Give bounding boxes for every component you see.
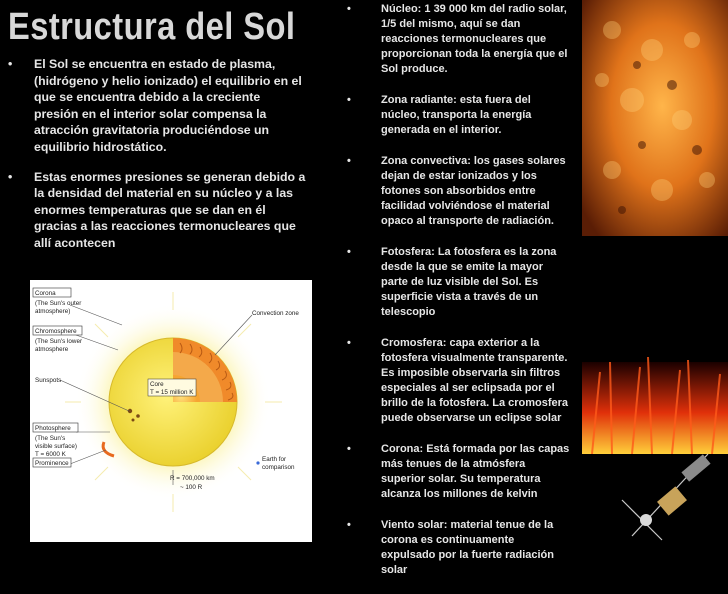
bullet-glyph: •: [347, 443, 351, 455]
chromosphere-desc-1: (The Sun's lower: [35, 338, 83, 345]
bullet-text: Zona radiante: esta fuera del núcleo, transporta la energía generada en el interior.: [381, 94, 532, 136]
spacecraft-panel: [681, 454, 710, 481]
bullet-text: Corona: Está formada por las capas más tenues de la atmósfera superior solar. Su temperatura alcanza los millones de kelvin: [381, 443, 570, 500]
bullet-glyph: •: [8, 169, 13, 184]
solar-granulation-photo: [582, 0, 728, 236]
spacecraft-dish: [640, 514, 652, 526]
bullet-glyph: •: [347, 3, 351, 15]
bullet-glyph: •: [347, 519, 351, 531]
sunspots-label: Sunspots: [35, 377, 62, 384]
right-bullet-fotosfera: [344, 245, 570, 320]
bullet-glyph: •: [8, 57, 13, 71]
prominence-label: Prominence: [35, 460, 69, 467]
right-bullet-nucleo: [344, 2, 570, 77]
photosphere-desc-1: (The Sun's: [35, 435, 66, 442]
bullet-text: Estas enormes presiones se generan debido a la densidad del material en su núcleo y a las enormes temperaturas que se dan en él gracias a las reacciones termonucleares que allí acontecen: [34, 169, 306, 250]
core-label: Core: [150, 381, 164, 388]
earth-label-2: comparison: [262, 464, 295, 471]
solar-probe-spacecraft: [612, 440, 728, 546]
sun-structure-diagram: [30, 280, 312, 542]
photosphere-temp: T = 6000 K: [35, 451, 66, 458]
earth-label-1: Earth for: [262, 456, 287, 463]
left-bullet-2: [8, 169, 308, 252]
sun-diagram-svg: [30, 280, 312, 542]
slide-title: Estructura del Sol: [8, 6, 296, 48]
earth-dot: [256, 461, 259, 464]
bullet-text: El Sol se encuentra en estado de plasma, (hidrógeno y helio ionizado) el equilibrio en el que se encuentra debido a la creciente presión en el interior solar compensa la atracción gravitatoria produciéndose un equilibrio hidrostático.: [34, 57, 302, 154]
chromosphere-desc-2: atmosphere: [35, 346, 69, 353]
right-bullet-zona-radiante: [344, 93, 570, 138]
bullet-glyph: •: [347, 337, 351, 349]
bullet-glyph: •: [347, 246, 351, 258]
bullet-text: Núcleo: 1 39 000 km del radio solar, 1/5 del mismo, aquí se dan reacciones termonucleares que proporcionan toda la energía que el Sol produce.: [381, 3, 568, 75]
chromosphere-label: Chromosphere: [35, 328, 77, 335]
photosphere-label: Photosphere: [35, 425, 71, 432]
corona-desc-1: (The Sun's outer: [35, 300, 82, 307]
right-bullet-zona-convectiva: [344, 154, 570, 229]
radius-label-2: ~ 100 R: [180, 484, 203, 491]
left-bullet-1: [8, 56, 308, 156]
left-bullet-list: [8, 56, 308, 265]
spacecraft-body: [657, 486, 687, 515]
bullet-glyph: •: [347, 155, 351, 167]
corona-label: Corona: [35, 290, 56, 297]
radius-label-1: R = 700,000 km: [170, 475, 215, 482]
bullet-text: Viento solar: material tenue de la corona es continuamente expulsado por la fuerte radiación solar: [381, 519, 554, 576]
core-temp: T = 15 million K: [150, 389, 194, 396]
corona-desc-2: atmosphere): [35, 308, 71, 315]
bullet-text: Fotosfera: La fotosfera es la zona desde la que se emite la mayor parte de luz visible del Sol. Es superficie vista a través de un telescopio: [381, 246, 557, 318]
right-bullet-corona: [344, 442, 570, 502]
bullet-glyph: •: [347, 94, 351, 106]
right-bullet-list: [344, 2, 570, 594]
photosphere-desc-2: visible surface): [35, 443, 77, 450]
right-bullet-cromosfera: [344, 336, 570, 426]
bullet-text: Zona convectiva: los gases solares dejan de estar ionizados y los fotones son absorbidos entre facilidad volviéndose el material opaco al transporte de radiación.: [381, 155, 566, 227]
bullet-text: Cromosfera: capa exterior a la fotosfera visualmente transparente. Es imposible observarla sin filtros especiales al ser eclipsada por el brillo de la fotosfera. La cromosfera puede observarse un eclipse solar: [381, 337, 569, 424]
right-bullet-viento-solar: [344, 518, 570, 578]
granulation-texture: [582, 0, 728, 236]
convection-zone-label: Convection zone: [252, 310, 299, 317]
chromosphere-spicules-photo: [582, 332, 728, 454]
